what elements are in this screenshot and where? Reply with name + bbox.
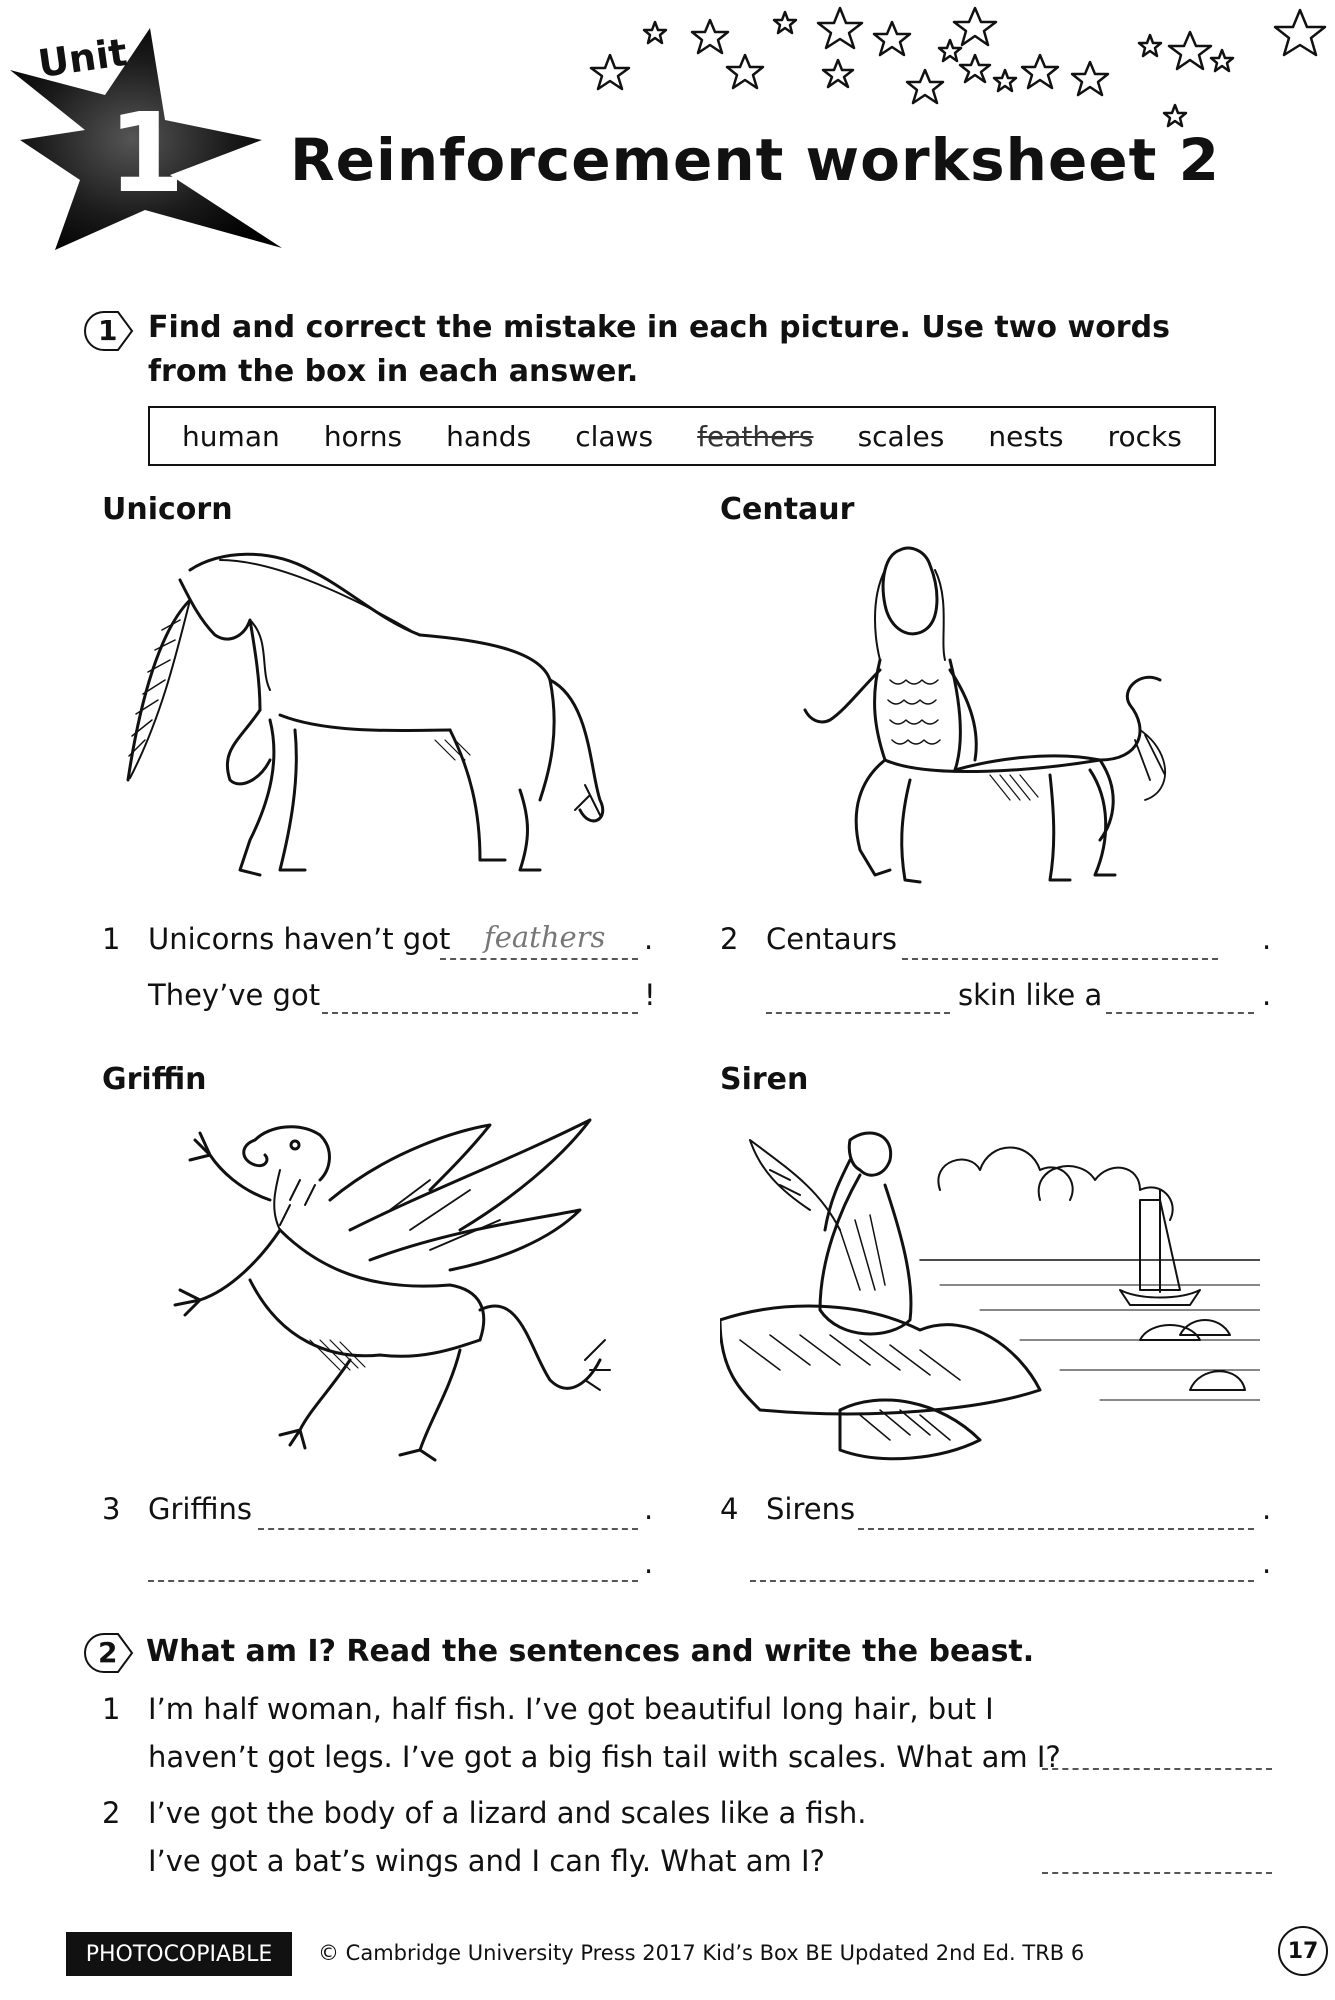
q3-number: 3 xyxy=(102,1492,121,1526)
q1-answer-line-1[interactable] xyxy=(440,958,638,960)
word-scales: scales xyxy=(857,419,945,453)
q1-text-line-2: They’ve got xyxy=(148,978,321,1012)
exercise-number: 2 xyxy=(98,1636,118,1669)
centaur-illustration xyxy=(790,530,1210,900)
unit-number: 1 xyxy=(108,89,185,217)
word-hands: hands xyxy=(446,419,532,453)
q3-answer-line-1[interactable] xyxy=(258,1528,638,1530)
centaur-heading: Centaur xyxy=(720,492,855,527)
q3-period-1: . xyxy=(644,1492,654,1526)
q4-answer-line-2[interactable] xyxy=(750,1580,1254,1582)
word-nests: nests xyxy=(988,419,1064,453)
q2-answer-line-1[interactable] xyxy=(902,958,1218,960)
griffin-illustration xyxy=(130,1110,620,1480)
siren-heading: Siren xyxy=(720,1062,809,1097)
instruction-line-2: from the box in each answer. xyxy=(148,354,639,389)
unicorn-illustration xyxy=(120,540,610,890)
q1-number: 1 xyxy=(102,922,121,956)
q2-answer-line-2b[interactable] xyxy=(1106,1012,1254,1014)
q4-text: Sirens xyxy=(766,1492,856,1526)
q2-answer-line-2a[interactable] xyxy=(766,1012,950,1014)
q1-answer-line-2[interactable] xyxy=(322,1012,638,1014)
ex2-item-2-line-1: I’ve got the body of a lizard and scales like a fish. xyxy=(148,1796,867,1830)
q4-number: 4 xyxy=(720,1492,739,1526)
word-horns: horns xyxy=(323,419,403,453)
q2-period-1: . xyxy=(1262,922,1272,956)
ex2-item-1-answer-line[interactable] xyxy=(1042,1768,1272,1770)
page-number: 17 xyxy=(1278,1926,1328,1976)
ex2-item-1-number: 1 xyxy=(102,1692,121,1726)
q2-period-2: . xyxy=(1262,978,1272,1012)
q3-text: Griffins xyxy=(148,1492,252,1526)
q1-exclamation: ! xyxy=(644,978,656,1012)
ex2-item-2-number: 2 xyxy=(102,1796,121,1830)
q4-answer-line-1[interactable] xyxy=(858,1528,1254,1530)
photocopiable-label: PHOTOCOPIABLE xyxy=(66,1932,292,1976)
q2-text-mid: skin like a xyxy=(958,978,1103,1012)
griffin-heading: Griffin xyxy=(102,1062,207,1097)
copyright-text: © Cambridge University Press 2017 Kid’s Box BE Updated 2nd Ed. TRB 6 xyxy=(318,1941,1085,1965)
q3-answer-line-2[interactable] xyxy=(148,1580,638,1582)
ex2-item-1-line-1: I’m half woman, half fish. I’ve got beautiful long hair, but I xyxy=(148,1692,994,1726)
word-rocks: rocks xyxy=(1107,419,1182,453)
word-feathers-crossed-out: feathers xyxy=(697,419,814,453)
ex2-item-2-line-2: I’ve got a bat’s wings and I can fly. What am I? xyxy=(148,1844,825,1878)
ex2-item-1-line-2: haven’t got legs. I’ve got a big fish tail with scales. What am I? xyxy=(148,1740,1061,1774)
q2-text: Centaurs xyxy=(766,922,898,956)
unit-label: Unit xyxy=(35,30,130,86)
q4-period-1: . xyxy=(1262,1492,1272,1526)
exercise-2-instruction: What am I? Read the sentences and write the beast. xyxy=(146,1634,1035,1669)
word-box xyxy=(148,406,1216,466)
instruction-line-1: Find and correct the mistake in each picture. Use two words xyxy=(148,310,1170,345)
unicorn-heading: Unicorn xyxy=(102,492,233,527)
exercise-number: 1 xyxy=(98,314,118,347)
page-title: Reinforcement worksheet 2 xyxy=(290,126,1220,194)
q2-number: 2 xyxy=(720,922,739,956)
word-claws: claws xyxy=(575,419,654,453)
q4-period-2: . xyxy=(1262,1546,1272,1580)
q1-text: Unicorns haven’t got xyxy=(148,922,451,956)
exercise-1-instruction xyxy=(148,306,1170,394)
q1-period: . xyxy=(644,922,654,956)
decorative-stars xyxy=(570,0,1335,140)
word-human: human xyxy=(182,419,280,453)
ex2-item-2-answer-line[interactable] xyxy=(1042,1872,1272,1874)
siren-illustration xyxy=(720,1110,1260,1480)
q1-example-answer: feathers xyxy=(484,920,606,954)
q3-period-2: . xyxy=(644,1546,654,1580)
exercise-1-badge xyxy=(84,308,136,354)
exercise-2-badge xyxy=(84,1630,136,1676)
